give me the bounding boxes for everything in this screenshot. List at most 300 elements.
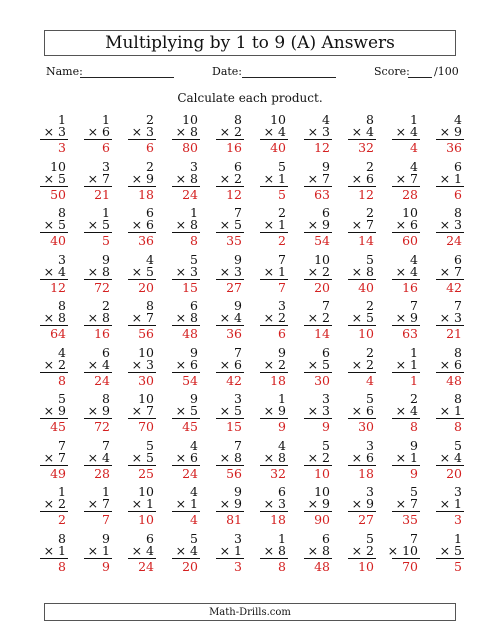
- multiplicand: 9: [278, 344, 286, 360]
- answer: 63: [314, 186, 330, 202]
- problem-grid: [30, 113, 470, 573]
- answer: 7: [102, 512, 110, 527]
- multiplicand: 7: [454, 298, 462, 313]
- answer: 15: [182, 279, 198, 295]
- worksheet-title: [44, 30, 456, 56]
- answer: 24: [446, 233, 462, 248]
- multiplier: × 1: [439, 403, 462, 418]
- answer: 21: [446, 326, 462, 341]
- answer: 24: [182, 465, 198, 481]
- title-text: Multiplying by 1 to 9 (A) Answers: [105, 33, 395, 53]
- answer: 12: [358, 186, 374, 202]
- multiplicand: 4: [146, 251, 154, 267]
- answer: 90: [314, 512, 330, 527]
- multiplier: × 5: [219, 403, 242, 418]
- answer: 49: [50, 465, 66, 481]
- multiplier: × 7: [439, 263, 462, 279]
- multiplier: × 7: [395, 170, 418, 186]
- problem: [250, 485, 294, 531]
- multiplier: × 4: [87, 356, 110, 372]
- answer: 12: [314, 140, 330, 155]
- multiplicand: 8: [454, 391, 462, 406]
- multiplier: × 7: [131, 310, 154, 325]
- problem: [118, 206, 162, 252]
- multiplier: × 1: [263, 217, 286, 232]
- problem: [382, 532, 426, 578]
- multiplier: × 8: [263, 449, 286, 465]
- multiplier: × 2: [263, 310, 286, 325]
- multiplier: × 6: [351, 403, 374, 418]
- answer: 9: [278, 419, 286, 434]
- multiplier: × 3: [439, 217, 462, 232]
- answer: 8: [58, 558, 66, 574]
- multiplier: × 4: [395, 263, 418, 279]
- answer: 5: [454, 558, 462, 574]
- problem: [74, 299, 118, 345]
- problem: [294, 485, 338, 531]
- problem: [250, 206, 294, 252]
- problem: [118, 113, 162, 159]
- problem: [118, 253, 162, 299]
- multiplier: × 2: [351, 542, 374, 558]
- problem: [30, 299, 74, 345]
- problem: [74, 113, 118, 159]
- problem: [162, 253, 206, 299]
- multiplicand: 3: [322, 391, 330, 406]
- answer: 16: [402, 279, 418, 295]
- answer: 24: [138, 558, 154, 574]
- answer: 40: [50, 233, 66, 248]
- multiplicand: 5: [322, 437, 330, 453]
- multiplicand: 9: [234, 484, 242, 499]
- multiplier: × 1: [87, 542, 110, 558]
- problem: [338, 392, 382, 438]
- multiplicand: 4: [190, 437, 198, 453]
- problem: [206, 392, 250, 438]
- multiplicand: 6: [322, 205, 330, 220]
- answer: 9: [102, 558, 110, 574]
- footer: [44, 603, 456, 621]
- answer: 14: [358, 233, 374, 248]
- answer: 45: [182, 419, 198, 434]
- problem: [30, 160, 74, 206]
- multiplier: × 4: [131, 542, 154, 558]
- multiplicand: 8: [366, 112, 374, 127]
- problem: [206, 485, 250, 531]
- problem: [382, 392, 426, 438]
- problem: [162, 299, 206, 345]
- multiplicand: 8: [234, 112, 242, 127]
- multiplier: × 5: [219, 217, 242, 232]
- answer: 20: [314, 279, 330, 295]
- answer: 24: [182, 186, 198, 202]
- date-line[interactable]: [242, 77, 336, 78]
- problem: [30, 206, 74, 252]
- multiplicand: 4: [278, 437, 286, 453]
- problem: [162, 206, 206, 252]
- answer: 24: [94, 372, 110, 388]
- problem: [118, 485, 162, 531]
- multiplicand: 3: [366, 437, 374, 453]
- multiplicand: 1: [190, 205, 198, 220]
- multiplicand: 1: [278, 530, 286, 546]
- multiplicand: 4: [58, 344, 66, 360]
- multiplier: × 3: [43, 124, 66, 139]
- multiplicand: 9: [102, 251, 110, 267]
- multiplicand: 2: [366, 158, 374, 174]
- problem: [338, 253, 382, 299]
- problem: [426, 532, 470, 578]
- problem: [338, 113, 382, 159]
- problem: [206, 532, 250, 578]
- problem: [30, 532, 74, 578]
- multiplier: × 6: [219, 356, 242, 372]
- multiplier: × 8: [351, 263, 374, 279]
- multiplier: × 9: [131, 170, 154, 186]
- answer: 7: [278, 279, 286, 295]
- multiplier: × 2: [307, 310, 330, 325]
- answer: 1: [410, 372, 418, 388]
- multiplier: × 1: [439, 170, 462, 186]
- multiplier: × 6: [87, 124, 110, 139]
- multiplicand: 2: [102, 298, 110, 313]
- multiplicand: 3: [366, 484, 374, 499]
- multiplicand: 7: [234, 344, 242, 360]
- multiplicand: 5: [278, 158, 286, 174]
- multiplier: × 8: [263, 542, 286, 558]
- multiplicand: 9: [102, 530, 110, 546]
- problem: [338, 160, 382, 206]
- multiplier: × 4: [395, 124, 418, 139]
- multiplicand: 4: [190, 484, 198, 499]
- multiplier: × 9: [351, 496, 374, 511]
- problem: [338, 439, 382, 485]
- multiplicand: 2: [146, 158, 154, 174]
- answer: 20: [446, 465, 462, 481]
- multiplier: × 2: [43, 356, 66, 372]
- multiplier: × 9: [307, 496, 330, 511]
- multiplier: × 8: [87, 263, 110, 279]
- multiplicand: 6: [190, 298, 198, 313]
- answer: 8: [58, 372, 66, 388]
- multiplicand: 6: [454, 251, 462, 267]
- multiplier: × 6: [175, 356, 198, 372]
- multiplicand: 10: [138, 344, 154, 360]
- answer: 4: [366, 372, 374, 388]
- problem: [118, 299, 162, 345]
- answer: 48: [314, 558, 330, 574]
- answer: 5: [278, 186, 286, 202]
- answer: 48: [182, 326, 198, 341]
- problem: [118, 160, 162, 206]
- multiplier: × 1: [263, 263, 286, 279]
- problem: [294, 299, 338, 345]
- problem: [118, 392, 162, 438]
- multiplicand: 10: [138, 484, 154, 499]
- problem: [30, 485, 74, 531]
- multiplicand: 6: [322, 530, 330, 546]
- answer: 14: [314, 326, 330, 341]
- multiplier: × 3: [307, 124, 330, 139]
- answer: 10: [138, 512, 154, 527]
- problem: [74, 532, 118, 578]
- multiplicand: 10: [50, 158, 66, 174]
- multiplier: × 8: [219, 449, 242, 465]
- multiplicand: 7: [58, 437, 66, 453]
- multiplier: × 9: [395, 310, 418, 325]
- multiplicand: 10: [138, 391, 154, 406]
- multiplicand: 2: [366, 205, 374, 220]
- multiplicand: 1: [410, 112, 418, 127]
- problem: [250, 532, 294, 578]
- multiplicand: 9: [410, 437, 418, 453]
- multiplier: × 2: [43, 496, 66, 511]
- answer: 27: [358, 512, 374, 527]
- answer: 40: [358, 279, 374, 295]
- problem: [74, 439, 118, 485]
- multiplicand: 1: [102, 205, 110, 220]
- answer: 60: [402, 233, 418, 248]
- multiplier: × 1: [175, 496, 198, 511]
- answer: 6: [454, 186, 462, 202]
- answer: 36: [138, 233, 154, 248]
- answer: 5: [102, 233, 110, 248]
- problem: [74, 253, 118, 299]
- problem: [162, 439, 206, 485]
- multiplier: × 9: [219, 496, 242, 511]
- multiplicand: 7: [322, 298, 330, 313]
- problem: [250, 253, 294, 299]
- multiplicand: 8: [102, 391, 110, 406]
- multiplicand: 8: [146, 298, 154, 313]
- answer: 63: [402, 326, 418, 341]
- answer: 36: [226, 326, 242, 341]
- multiplier: × 6: [175, 449, 198, 465]
- multiplicand: 7: [410, 530, 418, 546]
- multiplier: × 6: [131, 217, 154, 232]
- problem: [426, 392, 470, 438]
- multiplier: × 1: [395, 449, 418, 465]
- problem: [338, 485, 382, 531]
- multiplicand: 5: [190, 251, 198, 267]
- problem: [118, 439, 162, 485]
- multiplier: × 8: [175, 124, 198, 139]
- name-line[interactable]: [80, 77, 174, 78]
- answer: 35: [226, 233, 242, 248]
- multiplier: × 6: [439, 356, 462, 372]
- multiplier: × 4: [43, 263, 66, 279]
- multiplicand: 10: [314, 251, 330, 267]
- multiplier: × 5: [43, 170, 66, 186]
- instructions: Calculate each product.: [177, 91, 323, 105]
- answer: 8: [190, 233, 198, 248]
- problem: [426, 485, 470, 531]
- multiplier: × 8: [87, 310, 110, 325]
- multiplicand: 9: [234, 298, 242, 313]
- answer: 40: [270, 140, 286, 155]
- problem: [30, 346, 74, 392]
- answer: 10: [358, 326, 374, 341]
- problem: [294, 206, 338, 252]
- answer: 16: [226, 140, 242, 155]
- multiplier: × 3: [131, 124, 154, 139]
- score-line[interactable]: [408, 77, 432, 78]
- multiplicand: 3: [58, 251, 66, 267]
- answer: 10: [314, 465, 330, 481]
- answer: 3: [234, 558, 242, 574]
- multiplier: × 5: [87, 217, 110, 232]
- multiplier: × 7: [43, 449, 66, 465]
- problem: [74, 485, 118, 531]
- multiplier: × 1: [131, 496, 154, 511]
- problem: [206, 113, 250, 159]
- multiplier: × 9: [263, 403, 286, 418]
- problem: [162, 160, 206, 206]
- multiplier: × 9: [43, 403, 66, 418]
- problem: [382, 206, 426, 252]
- answer: 30: [314, 372, 330, 388]
- problem: [250, 113, 294, 159]
- multiplicand: 8: [58, 298, 66, 313]
- multiplier: × 7: [395, 496, 418, 511]
- problem: [250, 392, 294, 438]
- answer: 4: [410, 140, 418, 155]
- answer: 27: [226, 279, 242, 295]
- problem: [250, 439, 294, 485]
- multiplicand: 3: [234, 530, 242, 546]
- multiplier: × 2: [351, 356, 374, 372]
- multiplicand: 1: [102, 484, 110, 499]
- answer: 12: [50, 279, 66, 295]
- problem: [250, 346, 294, 392]
- multiplier: × 4: [395, 403, 418, 418]
- problem: [250, 299, 294, 345]
- multiplicand: 5: [366, 530, 374, 546]
- answer: 16: [94, 326, 110, 341]
- problem: [74, 392, 118, 438]
- problem: [162, 392, 206, 438]
- multiplicand: 5: [410, 484, 418, 499]
- footer-text: Math-Drills.com: [209, 606, 291, 618]
- multiplier: × 3: [131, 356, 154, 372]
- problem: [30, 113, 74, 159]
- multiplicand: 10: [314, 484, 330, 499]
- multiplier: × 1: [395, 356, 418, 372]
- answer: 42: [446, 279, 462, 295]
- header-fields: [0, 63, 500, 83]
- multiplicand: 5: [366, 391, 374, 406]
- multiplicand: 7: [278, 251, 286, 267]
- problem: [118, 346, 162, 392]
- multiplier: × 4: [351, 124, 374, 139]
- answer: 18: [358, 465, 374, 481]
- problem: [338, 299, 382, 345]
- problem: [338, 206, 382, 252]
- problem: [206, 253, 250, 299]
- problem: [294, 160, 338, 206]
- multiplier: × 2: [307, 263, 330, 279]
- multiplier: × 9: [439, 124, 462, 139]
- problem: [162, 346, 206, 392]
- answer: 15: [226, 419, 242, 434]
- multiplicand: 1: [102, 112, 110, 127]
- problem: [294, 439, 338, 485]
- answer: 9: [322, 419, 330, 434]
- answer: 56: [138, 326, 154, 341]
- multiplier: × 7: [131, 403, 154, 418]
- problem: [294, 392, 338, 438]
- answer: 45: [50, 419, 66, 434]
- multiplicand: 7: [234, 437, 242, 453]
- problem: [426, 160, 470, 206]
- problem: [338, 346, 382, 392]
- multiplicand: 4: [454, 112, 462, 127]
- problem: [294, 253, 338, 299]
- answer: 54: [182, 372, 198, 388]
- problem: [206, 299, 250, 345]
- multiplicand: 9: [190, 344, 198, 360]
- answer: 18: [138, 186, 154, 202]
- answer: 28: [402, 186, 418, 202]
- multiplicand: 5: [454, 437, 462, 453]
- answer: 20: [138, 279, 154, 295]
- multiplicand: 2: [278, 205, 286, 220]
- problem: [162, 532, 206, 578]
- multiplier: × 4: [175, 542, 198, 558]
- multiplier: × 2: [263, 356, 286, 372]
- multiplicand: 3: [278, 298, 286, 313]
- answer: 70: [138, 419, 154, 434]
- problem: [30, 253, 74, 299]
- answer: 72: [94, 279, 110, 295]
- multiplicand: 2: [146, 112, 154, 127]
- problem: [30, 392, 74, 438]
- answer: 56: [226, 465, 242, 481]
- problem: [426, 113, 470, 159]
- multiplier: × 1: [439, 496, 462, 511]
- answer: 28: [94, 465, 110, 481]
- multiplier: × 8: [43, 310, 66, 325]
- multiplicand: 3: [102, 158, 110, 174]
- answer: 2: [58, 512, 66, 527]
- multiplicand: 2: [366, 344, 374, 360]
- answer: 32: [358, 140, 374, 155]
- multiplier: × 7: [87, 170, 110, 186]
- multiplicand: 5: [366, 251, 374, 267]
- multiplicand: 10: [270, 112, 286, 127]
- multiplier: × 8: [175, 170, 198, 186]
- answer: 2: [278, 233, 286, 248]
- multiplier: × 7: [351, 217, 374, 232]
- problem: [382, 485, 426, 531]
- answer: 6: [146, 140, 154, 155]
- multiplier: × 5: [175, 403, 198, 418]
- multiplicand: 6: [102, 344, 110, 360]
- multiplicand: 4: [322, 112, 330, 127]
- multiplier: × 9: [307, 217, 330, 232]
- score-label: Score:: [374, 65, 410, 78]
- multiplier: × 7: [307, 170, 330, 186]
- multiplier: × 2: [307, 449, 330, 465]
- problem: [426, 439, 470, 485]
- multiplier: × 8: [307, 542, 330, 558]
- multiplicand: 9: [322, 158, 330, 174]
- multiplicand: 4: [410, 251, 418, 267]
- multiplier: × 3: [219, 263, 242, 279]
- multiplicand: 6: [146, 205, 154, 220]
- problem: [30, 439, 74, 485]
- answer: 70: [402, 558, 418, 574]
